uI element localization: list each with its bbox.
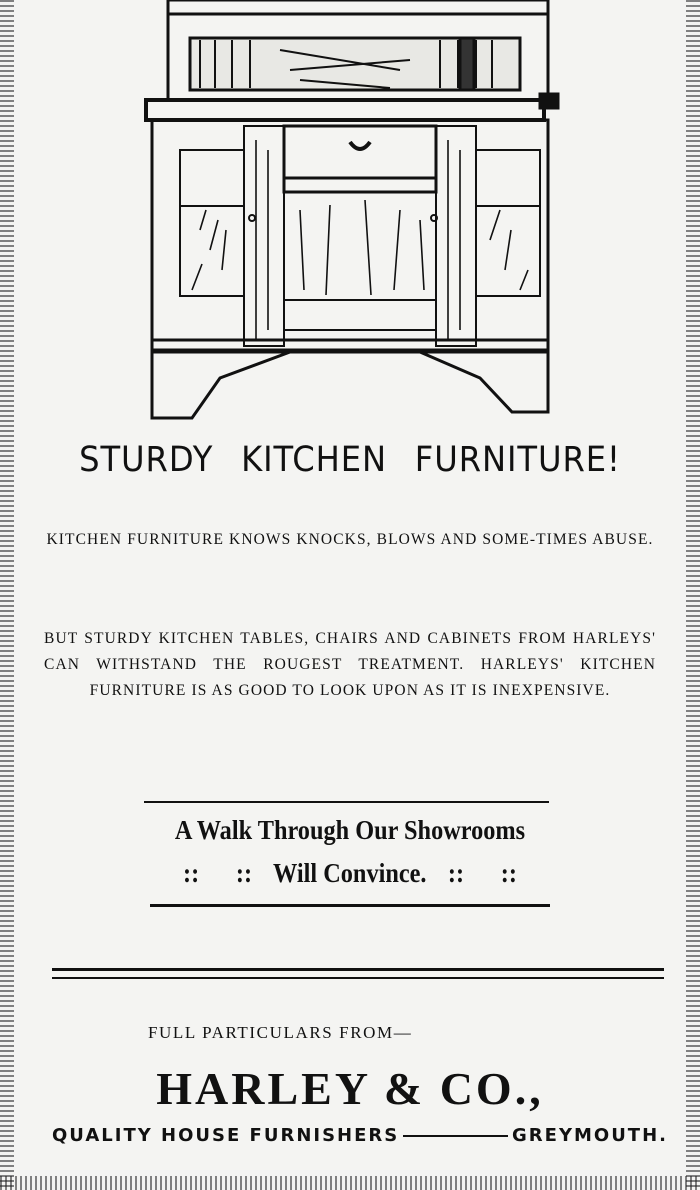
particulars-text: FULL PARTICULARS FROM—: [148, 1023, 413, 1042]
colon-ornament: ::: [447, 858, 465, 888]
tagline: QUALITY HOUSE FURNISHERS: [52, 1125, 400, 1146]
kitchen-cabinet-illustration: [140, 0, 560, 420]
footer-dash: [403, 1135, 508, 1137]
headline: STURDY KITCHEN FURNITURE!: [79, 440, 621, 480]
right-print-border: [686, 0, 700, 1190]
showroom-line-2: [161, 858, 539, 889]
showroom-bottom-rule: [150, 904, 550, 907]
intro-paragraph: KITCHEN FURNITURE KNOWS KNOCKS, BLOWS AND SOME-TIMES ABUSE.: [46, 531, 654, 548]
footer-line: [52, 1125, 668, 1146]
colon-ornament: ::: [183, 858, 200, 888]
location: GREYMOUTH.: [512, 1125, 668, 1146]
showroom-line-1: A Walk Through Our Showrooms: [174, 815, 526, 845]
company-name: HARLEY & CO.,: [156, 1063, 544, 1114]
bottom-print-border: [0, 1176, 700, 1190]
double-rule-bottom: [52, 977, 664, 979]
double-rule-top: [52, 968, 664, 971]
colon-ornament: ::: [235, 858, 253, 888]
body-paragraph: BUT STURDY KITCHEN TABLES, CHAIRS AND CABINETS FROM HARLEYS' CAN WITHSTAND THE ROUGEST TREATMENT. HARLEYS' KITCHEN FURNITURE IS AS GOOD TO LOOK UPON AS IT IS INEXPENSIVE.: [44, 630, 656, 699]
left-print-border: [0, 0, 14, 1190]
showroom-top-rule: [144, 801, 549, 803]
colon-ornament: ::: [500, 858, 517, 888]
showroom-line-2-text: Will Convince.: [273, 858, 427, 888]
